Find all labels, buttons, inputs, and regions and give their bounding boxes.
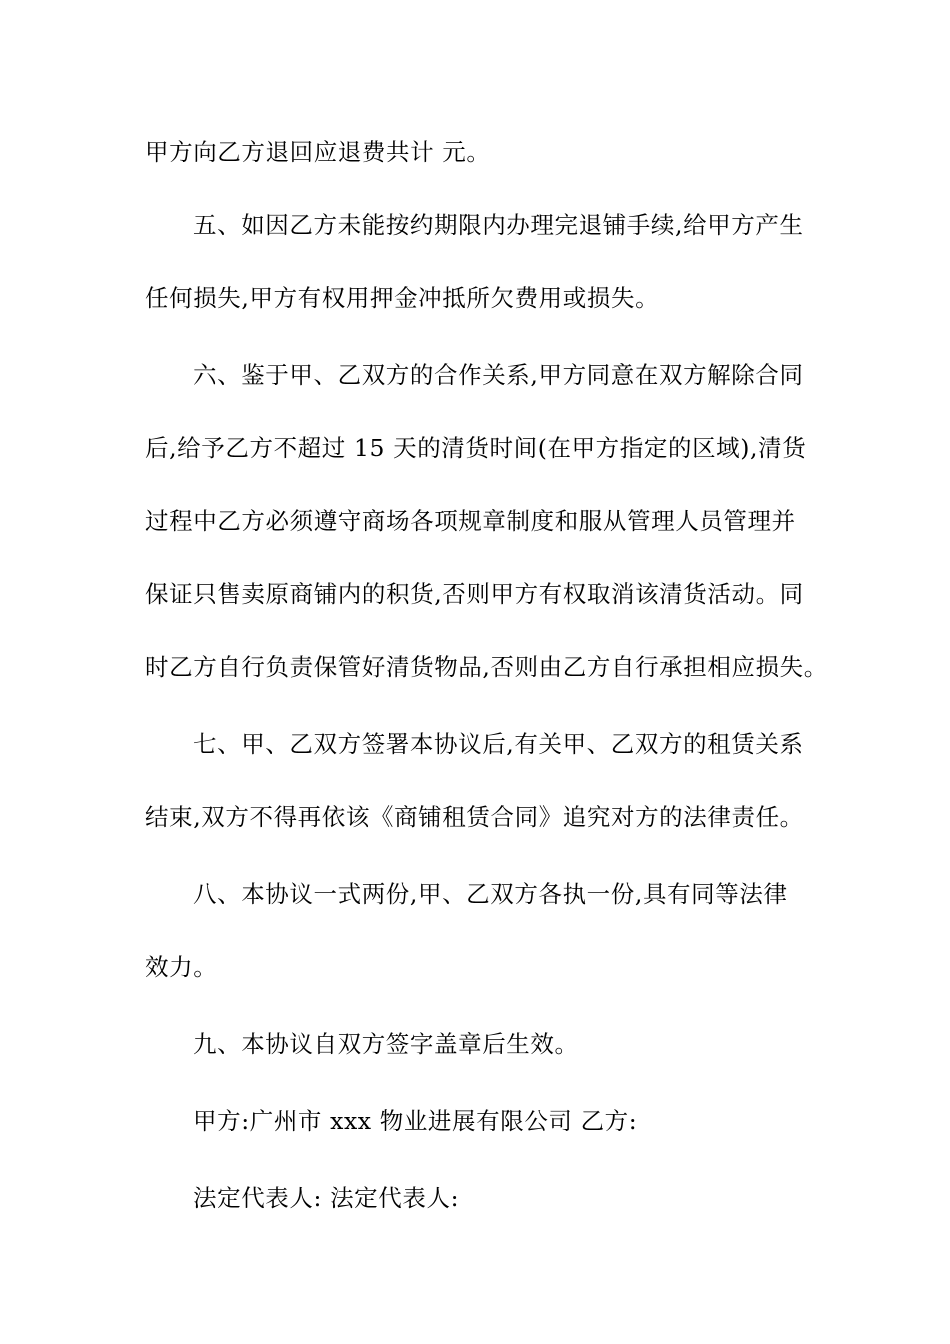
clause-6-line-2: 后,给予乙方不超过 15 天的清货时间(在甲方指定的区域),清货 <box>145 434 807 462</box>
clause-9: 九、本协议自双方签字盖章后生效。 <box>193 1030 579 1058</box>
clause-5-line-1: 五、如因乙方未能按约期限内办理完退铺手续,给甲方产生 <box>193 211 804 239</box>
clause-6-line-4: 保证只售卖原商铺内的积货,否则甲方有权取消该清货活动。同 <box>145 580 804 608</box>
signature-legal-representatives: 法定代表人: 法定代表人: <box>193 1184 460 1212</box>
clause-5-line-2: 任何损失,甲方有权用押金冲抵所欠费用或损失。 <box>145 284 660 312</box>
paragraph-refund-total: 甲方向乙方退回应退费共计 元。 <box>145 138 491 166</box>
clause-7-line-2: 结束,双方不得再依该《商铺租赁合同》追究对方的法律责任。 <box>145 803 804 831</box>
clause-6-line-3: 过程中乙方必须遵守商场各项规章制度和服从管理人员管理并 <box>145 507 796 535</box>
clause-6-line-1: 六、鉴于甲、乙双方的合作关系,甲方同意在双方解除合同 <box>193 361 804 389</box>
clause-8-line-2: 效力。 <box>145 953 218 981</box>
signature-parties: 甲方:广州市 xxx 物业进展有限公司 乙方: <box>193 1107 638 1135</box>
clause-8-line-1: 八、本协议一式两份,甲、乙双方各执一份,具有同等法律 <box>193 880 788 908</box>
clause-6-line-5: 时乙方自行负责保管好清货物品,否则由乙方自行承担相应损失。 <box>145 653 828 681</box>
clause-7-line-1: 七、甲、乙双方签署本协议后,有关甲、乙双方的租赁关系 <box>193 730 804 758</box>
